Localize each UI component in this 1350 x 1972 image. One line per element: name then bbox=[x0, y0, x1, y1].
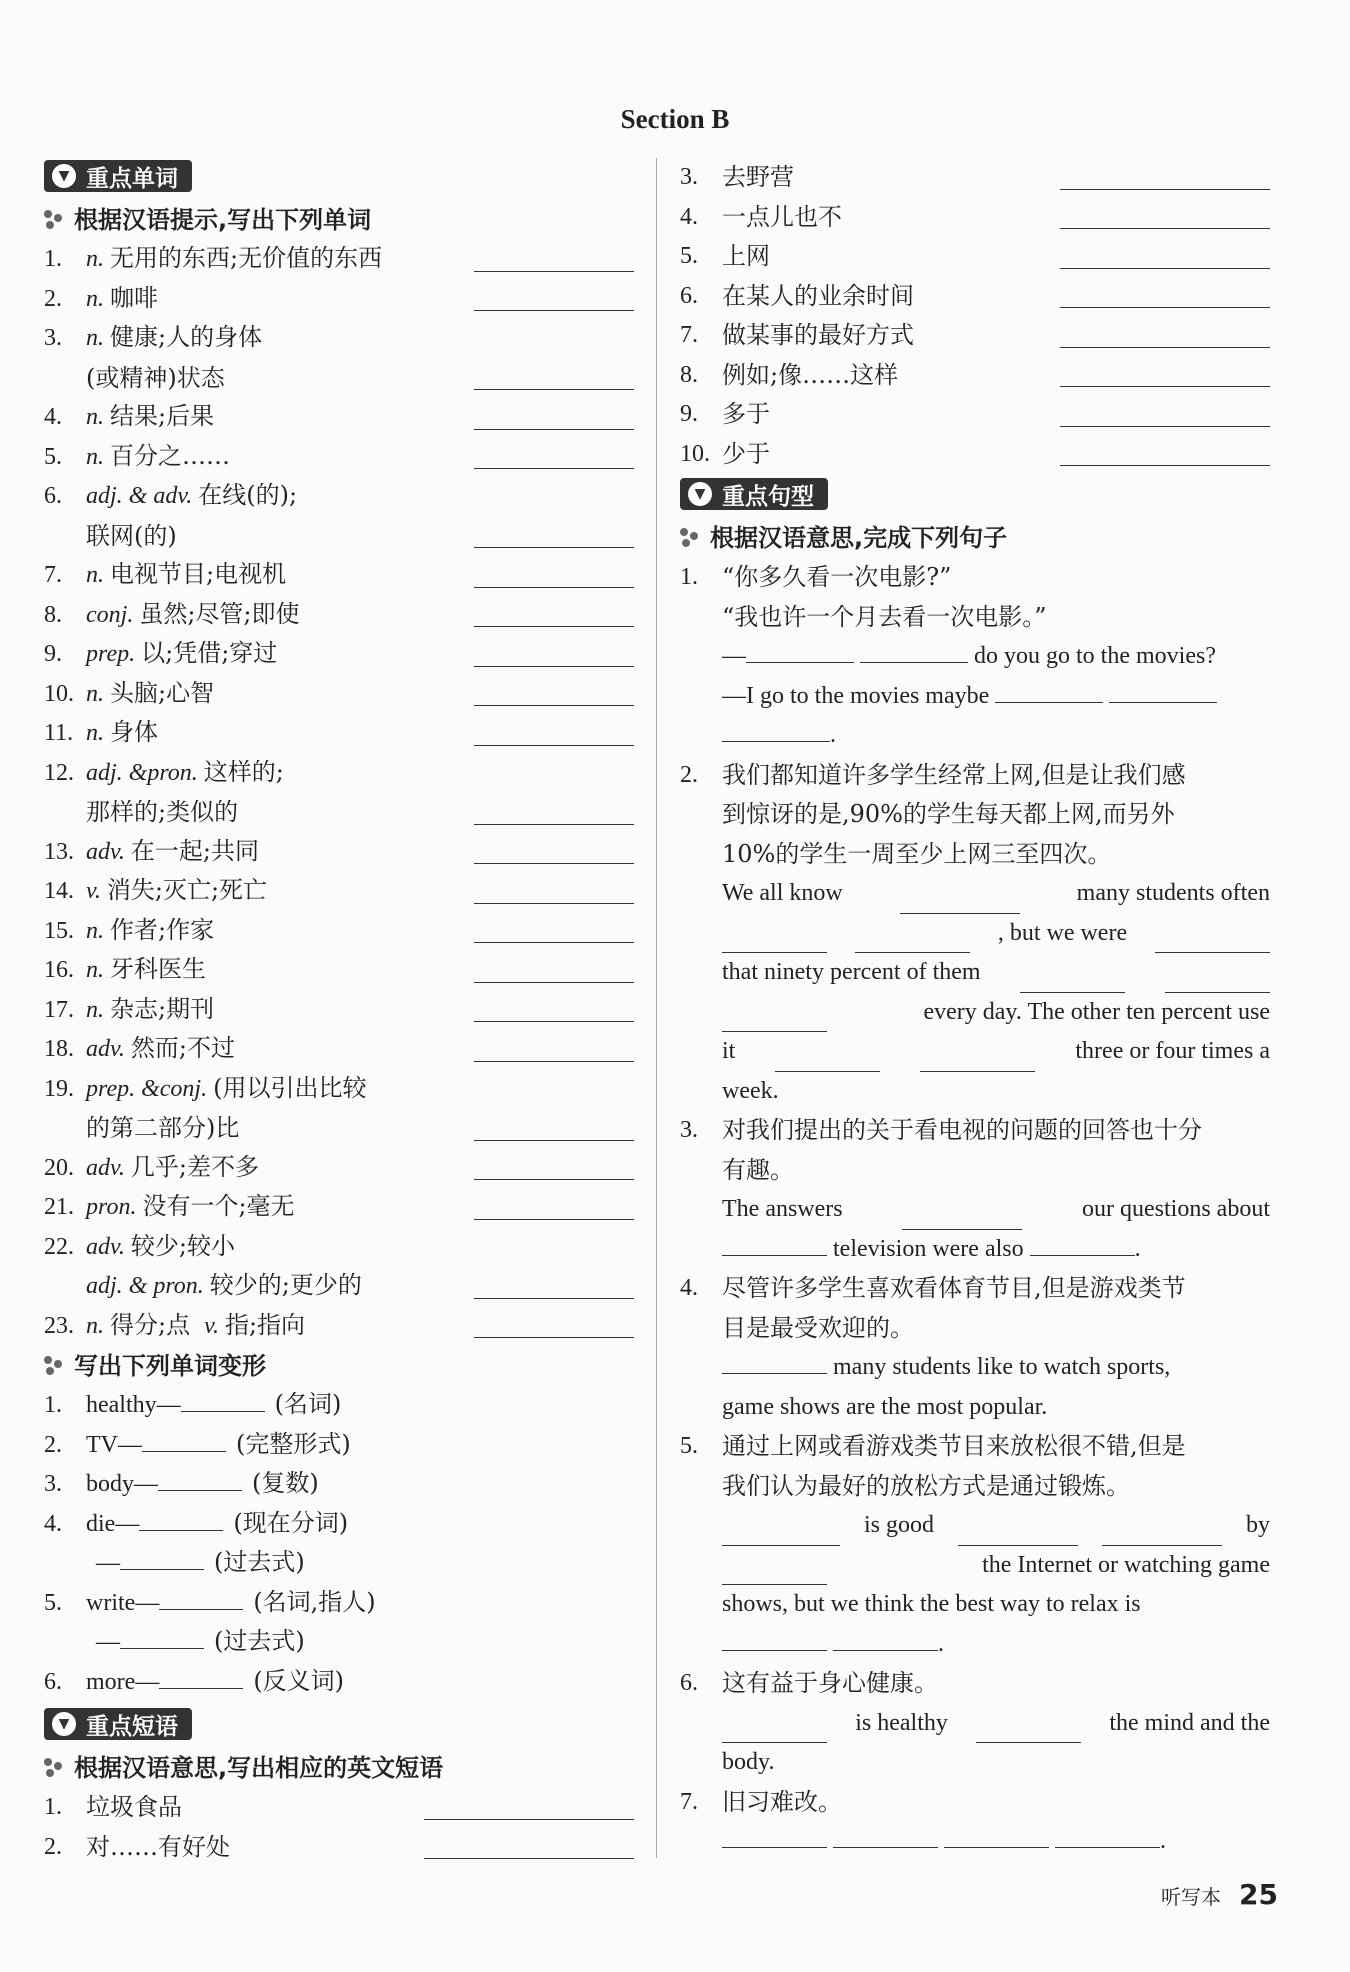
dots-icon bbox=[44, 210, 64, 230]
answer-blank[interactable] bbox=[722, 1009, 827, 1032]
answer-blank[interactable] bbox=[722, 1720, 827, 1743]
answer-blank[interactable] bbox=[944, 1825, 1049, 1848]
answer-blank[interactable] bbox=[722, 1562, 827, 1585]
answer-blank[interactable] bbox=[1060, 400, 1270, 427]
answer-blank[interactable] bbox=[1109, 680, 1217, 703]
answer-blank[interactable] bbox=[976, 1720, 1081, 1743]
answer-blank[interactable] bbox=[1060, 321, 1270, 348]
dots-icon bbox=[44, 1356, 64, 1376]
section-title: Section B bbox=[620, 104, 730, 134]
form-item: 3. body— (复数) bbox=[44, 1469, 319, 1497]
answer-blank[interactable] bbox=[860, 640, 968, 663]
answer-blank[interactable] bbox=[1060, 439, 1270, 466]
answer-blank[interactable] bbox=[995, 680, 1103, 703]
answer-blank[interactable] bbox=[1030, 1233, 1135, 1256]
answer-blank[interactable] bbox=[474, 1114, 634, 1141]
footer-label: 听写本 bbox=[1161, 1885, 1222, 1909]
word-item: 20. adv. 几乎;差不多 bbox=[44, 1149, 634, 1189]
form-item: 5. write— (名词,指人) bbox=[44, 1587, 376, 1616]
word-item: 16. n. 牙科医生 bbox=[44, 951, 634, 991]
answer-blank[interactable] bbox=[722, 1523, 840, 1546]
answer-blank[interactable] bbox=[1055, 1825, 1160, 1848]
chevron-down-icon: ▼ bbox=[688, 482, 712, 506]
form-item: 4. die— (现在分词) bbox=[44, 1508, 349, 1537]
sentence-item: 7. 旧习难改。 . bbox=[680, 1787, 1166, 1854]
answer-blank[interactable] bbox=[474, 1311, 634, 1338]
answer-blank[interactable] bbox=[474, 679, 634, 706]
word-item: 10. n. 头脑;心智 bbox=[44, 675, 634, 715]
answer-blank[interactable] bbox=[474, 640, 634, 667]
phrase-list-left bbox=[44, 1788, 634, 1867]
answer-blank[interactable] bbox=[139, 1508, 223, 1531]
subheading-words: 根据汉语提示,写出下列单词 bbox=[44, 200, 634, 240]
answer-blank[interactable] bbox=[474, 877, 634, 904]
sentence-item: 2. 我们都知道许多学生经常上网,但是让我们感 到惊讶的是,90%的学生每天都上网,而另外 10%的学生一周至少上网三至四次。 We all know many students often , but we were that ninety percent of them every day. The other ten percent use it three or four times a week. bbox=[680, 760, 1270, 1104]
answer-blank[interactable] bbox=[1165, 970, 1270, 993]
answer-blank[interactable] bbox=[722, 1233, 827, 1256]
word-item-cont: 那样的;类似的 bbox=[44, 793, 634, 833]
heading-key-phrases: ▼ 重点短语 bbox=[44, 1708, 192, 1740]
answer-blank[interactable] bbox=[722, 1628, 827, 1651]
answer-blank[interactable] bbox=[158, 1468, 242, 1491]
chevron-down-icon: ▼ bbox=[52, 164, 76, 188]
subheading-phrases: 根据汉语意思,写出相应的英文短语 bbox=[44, 1748, 634, 1788]
form-item-cont: — (过去式) bbox=[96, 1548, 305, 1576]
word-item: 23. n. 得分;点 v. 指;指向 bbox=[44, 1307, 634, 1347]
answer-blank[interactable] bbox=[474, 1272, 634, 1299]
word-item: 22. adv. 较少;较小 bbox=[44, 1231, 235, 1260]
word-item: 9. prep. 以;凭借;穿过 bbox=[44, 635, 634, 675]
right-column bbox=[680, 158, 1270, 1862]
answer-blank[interactable] bbox=[1155, 930, 1270, 953]
dots-icon bbox=[44, 1758, 64, 1778]
answer-blank[interactable] bbox=[474, 956, 634, 983]
answer-blank[interactable] bbox=[181, 1389, 265, 1412]
word-item: 14. v. 消失;灭亡;死亡 bbox=[44, 872, 634, 912]
answer-blank[interactable] bbox=[902, 1207, 1022, 1230]
phrase-list-right bbox=[680, 158, 1270, 474]
dots-icon bbox=[680, 528, 700, 548]
form-list bbox=[44, 1386, 634, 1702]
answer-blank[interactable] bbox=[159, 1666, 243, 1689]
answer-blank[interactable] bbox=[474, 363, 634, 390]
answer-blank[interactable] bbox=[120, 1626, 204, 1649]
answer-blank[interactable] bbox=[474, 1153, 634, 1180]
answer-blank[interactable] bbox=[474, 245, 634, 272]
answer-blank[interactable] bbox=[1060, 281, 1270, 308]
word-item: 3. n. 健康;人的身体 bbox=[44, 323, 263, 351]
word-item: 13. adv. 在一起;共同 bbox=[44, 833, 634, 873]
heading-key-words: ▼ 重点单词 bbox=[44, 160, 192, 192]
answer-blank[interactable] bbox=[474, 916, 634, 943]
phrase-item: 10. 少于 bbox=[680, 435, 1270, 475]
subheading-forms: 写出下列单词变形 bbox=[44, 1346, 634, 1386]
sentence-item: 5. 通过上网或看游戏类节目来放松很不错,但是 我们认为最好的放松方式是通过锻炼。 is good by the Internet or watching game shows, but we think the best way to relax is . bbox=[680, 1432, 1270, 1657]
answer-blank[interactable] bbox=[775, 1049, 880, 1072]
word-item: 18. adv. 然而;不过 bbox=[44, 1030, 634, 1070]
sentence-item: 1. “你多久看一次电影?” “我也许一个月去看一次电影。” — do you go to the movies? —I go to the movies maybe . bbox=[680, 563, 1216, 748]
phrase-item: 7. 做某事的最好方式 bbox=[680, 316, 1270, 356]
phrase-item: 3. 去野营 bbox=[680, 158, 1270, 198]
answer-blank[interactable] bbox=[474, 442, 634, 469]
word-list bbox=[44, 240, 634, 1346]
sentence-item: 6. 这有益于身心健康。 is healthy the mind and the body. bbox=[680, 1669, 1270, 1775]
word-item: 8. conj. 虽然;尽管;即使 bbox=[44, 596, 634, 636]
word-item: 11. n. 身体 bbox=[44, 714, 634, 754]
answer-blank[interactable] bbox=[474, 719, 634, 746]
answer-blank[interactable] bbox=[958, 1523, 1078, 1546]
answer-blank[interactable] bbox=[120, 1547, 204, 1570]
answer-blank[interactable] bbox=[900, 891, 1020, 914]
phrase-item: 2. 对……有好处 bbox=[44, 1828, 634, 1868]
phrase-item: 4. 一点儿也不 bbox=[680, 198, 1270, 238]
word-item-cont: 的第二部分)比 bbox=[44, 1109, 634, 1149]
phrase-item: 8. 例如;像……这样 bbox=[680, 356, 1270, 396]
page-footer bbox=[1161, 1878, 1278, 1911]
answer-blank[interactable] bbox=[424, 1832, 634, 1859]
answer-blank[interactable] bbox=[474, 798, 634, 825]
phrase-item: 5. 上网 bbox=[680, 237, 1270, 277]
word-item-cont: (或精神)状态 bbox=[44, 359, 634, 399]
word-item: 15. n. 作者;作家 bbox=[44, 912, 634, 952]
answer-blank[interactable] bbox=[474, 403, 634, 430]
word-item: 1. n. 无用的东西;无价值的东西 bbox=[44, 240, 634, 280]
answer-blank[interactable] bbox=[1060, 202, 1270, 229]
answer-blank[interactable] bbox=[920, 1049, 1035, 1072]
word-item: 2. n. 咖啡 bbox=[44, 280, 634, 320]
phrase-item: 1. 垃圾食品 bbox=[44, 1788, 634, 1828]
answer-blank[interactable] bbox=[474, 561, 634, 588]
answer-blank[interactable] bbox=[1060, 163, 1270, 190]
answer-blank[interactable] bbox=[722, 1825, 827, 1848]
sentence-item: 3. 对我们提出的关于看电视的问题的回答也十分 有趣。 The answers our questions about television were also . bbox=[680, 1116, 1270, 1262]
answer-blank[interactable] bbox=[474, 521, 634, 548]
form-item: 6. more— (反义词) bbox=[44, 1666, 345, 1695]
answer-blank[interactable] bbox=[474, 284, 634, 311]
form-item: 2. TV— (完整形式) bbox=[44, 1429, 351, 1458]
word-item: 4. n. 结果;后果 bbox=[44, 398, 634, 438]
form-item: 1. healthy— (名词) bbox=[44, 1390, 342, 1418]
answer-blank[interactable] bbox=[474, 837, 634, 864]
answer-blank[interactable] bbox=[1060, 242, 1270, 269]
phrase-item: 6. 在某人的业余时间 bbox=[680, 277, 1270, 317]
left-column bbox=[44, 158, 634, 1867]
phrase-item: 9. 多于 bbox=[680, 395, 1270, 435]
answer-blank[interactable] bbox=[746, 640, 854, 663]
word-item: 21. pron. 没有一个;毫无 bbox=[44, 1188, 634, 1228]
word-item: 17. n. 杂志;期刊 bbox=[44, 991, 634, 1031]
word-item-cont: 联网(的) bbox=[44, 517, 634, 557]
answer-blank[interactable] bbox=[722, 930, 827, 953]
answer-blank[interactable] bbox=[1102, 1523, 1222, 1546]
answer-blank[interactable] bbox=[1060, 360, 1270, 387]
word-item: 7. n. 电视节目;电视机 bbox=[44, 556, 634, 596]
answer-blank[interactable] bbox=[424, 1793, 634, 1820]
answer-blank[interactable] bbox=[474, 995, 634, 1022]
subheading-sentences: 根据汉语意思,完成下列句子 bbox=[680, 518, 1270, 558]
chevron-down-icon: ▼ bbox=[52, 1712, 76, 1736]
answer-blank[interactable] bbox=[722, 719, 830, 742]
answer-blank[interactable] bbox=[474, 1193, 634, 1220]
sentence-item: 4. 尽管许多学生喜欢看体育节目,但是游戏类节 目是最受欢迎的。 many students like to watch sports, game shows are the most popular. bbox=[680, 1274, 1186, 1420]
page-number: 25 bbox=[1239, 1878, 1278, 1911]
answer-blank[interactable] bbox=[1020, 970, 1125, 993]
word-item-cont: adj. & pron. 较少的;更少的 bbox=[44, 1267, 634, 1307]
answer-blank[interactable] bbox=[474, 1035, 634, 1062]
answer-blank[interactable] bbox=[855, 930, 970, 953]
word-item: 19. prep. &conj. (用以引出比较 bbox=[44, 1073, 367, 1102]
answer-blank[interactable] bbox=[833, 1628, 938, 1651]
word-item: 6. adj. & adv. 在线(的); bbox=[44, 481, 298, 509]
answer-blank[interactable] bbox=[474, 600, 634, 627]
form-item-cont: — (过去式) bbox=[96, 1627, 305, 1655]
answer-blank[interactable] bbox=[159, 1587, 243, 1610]
column-divider bbox=[656, 158, 657, 1858]
answer-blank[interactable] bbox=[142, 1429, 226, 1452]
word-item: 12. adj. &pron. 这样的; bbox=[44, 757, 284, 786]
answer-blank[interactable] bbox=[722, 1351, 827, 1374]
word-item: 5. n. 百分之…… bbox=[44, 438, 634, 478]
answer-blank[interactable] bbox=[833, 1825, 938, 1848]
heading-key-sentences: ▼ 重点句型 bbox=[680, 478, 828, 510]
